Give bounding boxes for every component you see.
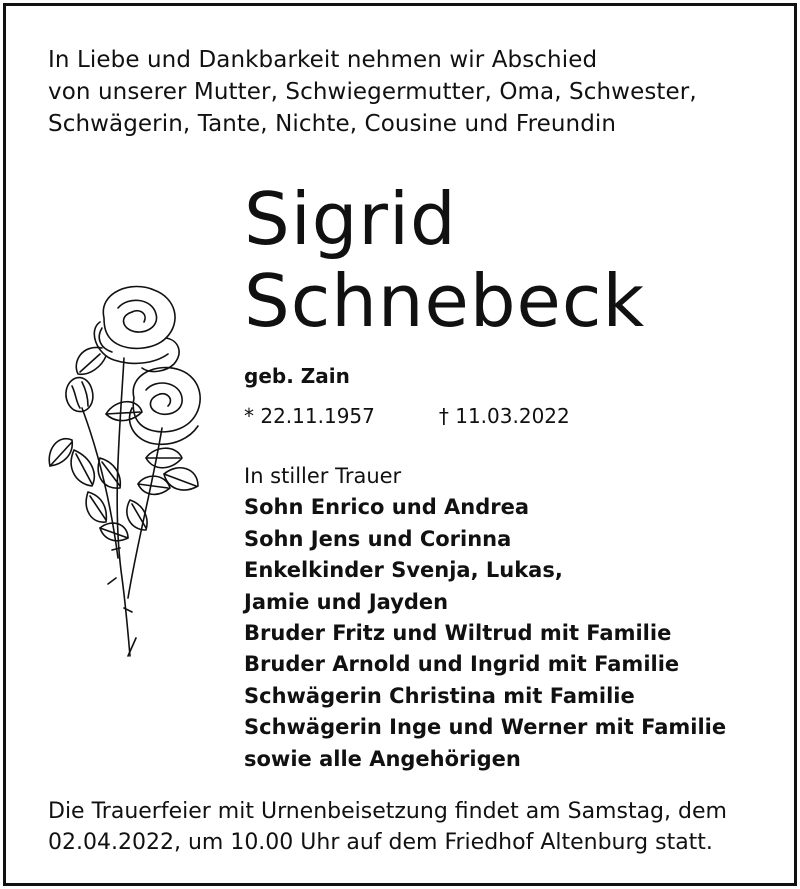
mourner-line: Enkelkinder Svenja, Lukas, (244, 558, 563, 583)
mourner-line: Bruder Fritz und Wiltrud mit Familie (244, 621, 672, 646)
funeral-notice (48, 796, 727, 858)
first-name: Sigrid (244, 177, 457, 261)
funeral-line: Die Trauerfeier mit Urnenbeisetzung findet am Samstag, dem (48, 799, 727, 824)
mourners-lead: In stiller Trauer (244, 464, 402, 488)
intro-line: In Liebe und Dankbarkeit nehmen wir Abschied (48, 47, 598, 73)
mourner-line: Sohn Jens und Corinna (244, 526, 512, 551)
mourner-line: sowie alle Angehörigen (244, 746, 521, 771)
mourner-line: Bruder Arnold und Ingrid mit Familie (244, 652, 680, 677)
birth-date: * 22.11.1957 (244, 404, 375, 428)
mourners-list (244, 461, 726, 775)
rose-illustration-icon (42, 278, 207, 663)
funeral-line: 02.04.2022, um 10.00 Uhr auf dem Friedhof Altenburg statt. (48, 830, 713, 855)
death-date: † 11.03.2022 (438, 404, 570, 428)
mourner-line: Sohn Enrico und Andrea (244, 495, 530, 520)
mourner-line: Jamie und Jayden (244, 589, 449, 614)
obituary-frame (3, 3, 797, 886)
last-name: Schnebeck (244, 259, 646, 343)
mourner-line: Schwägerin Christina mit Familie (244, 683, 635, 708)
birth-name: geb. Zain (244, 364, 350, 388)
intro-line: Schwägerin, Tante, Nichte, Cousine und Freundin (48, 111, 617, 137)
mourner-line: Schwägerin Inge und Werner mit Familie (244, 715, 727, 740)
deceased-name (244, 178, 645, 342)
intro-text (48, 44, 697, 140)
intro-line: von unserer Mutter, Schwiegermutter, Oma, Schwester, (48, 79, 697, 105)
life-dates (244, 404, 570, 428)
